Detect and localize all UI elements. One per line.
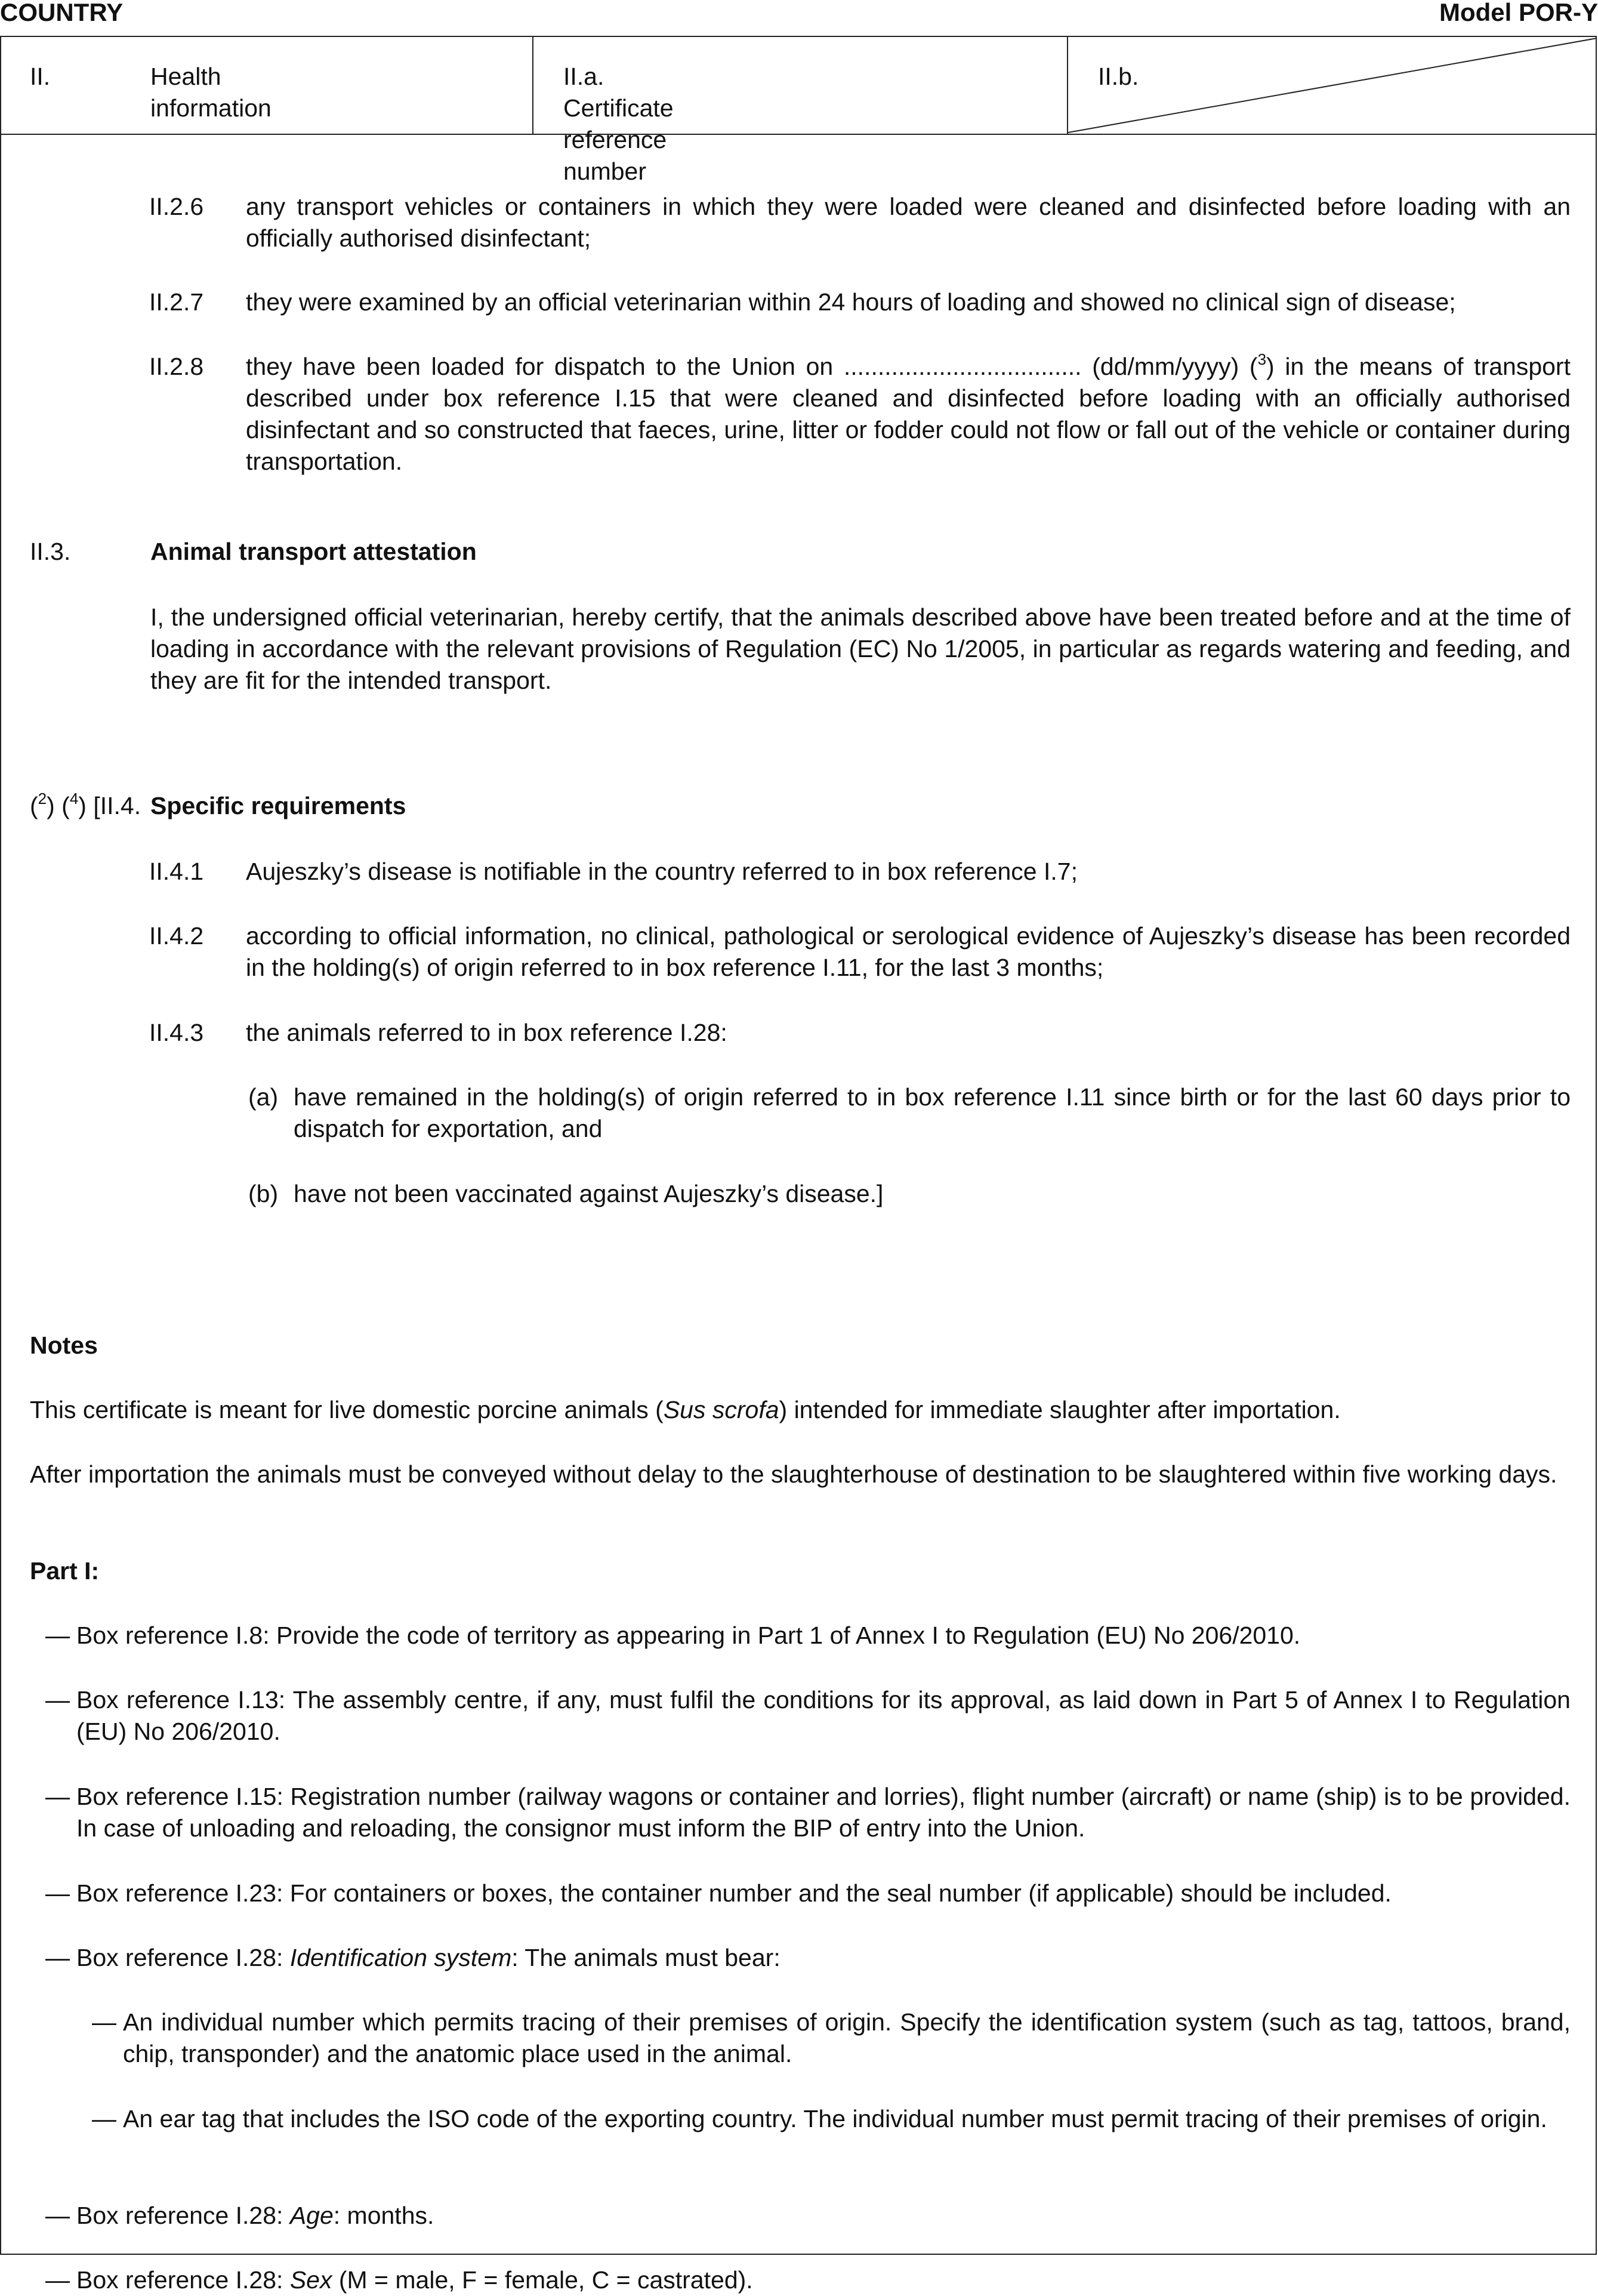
section-heading: Specific requirements [150,792,406,819]
note-subitem: An ear tag that includes the ISO code of the exporting country. The individual number must permit tracing of their premises of origin. [123,2105,1547,2132]
item-text: Aujeszky’s disease is notifiable in the country referred to in box reference I.7; [246,858,1078,885]
notes-heading: Notes [30,1332,98,1359]
note-item: Box reference I.28: Age: months. [76,2202,434,2229]
dash-bullet: — [45,1686,70,1713]
section-heading: Animal transport attestation [150,538,477,565]
item-text: according to official information, no clinical, pathological or serological evidence of Aujeszky’s disease has been recorded in the holding(s) of origin referred to in box reference I.11, for the last 3 months; [246,922,1571,981]
page-header [0,0,1598,29]
section-title: Health information [150,63,272,122]
item-number: II.4.2 [149,922,204,950]
dash-bullet: — [45,1622,70,1649]
note-item: Box reference I.28: Identification system: The animals must bear: [76,1944,781,1971]
notes-paragraph: After importation the animals must be conveyed without delay to the slaughterhouse of destination to be slaughtered within five working days. [30,1460,1557,1488]
dash-bullet: — [45,1944,70,1971]
diagonal-strike-line [1068,37,1597,134]
note-item: Box reference I.15: Registration number (railway wagons or container and lorries), flight number (aircraft) or name (ship) is to be provided. In case of unloading and reloading, the consignor must inform the BIP of entry into the Union. [76,1783,1571,1842]
item-text: the animals referred to in box reference I.28: [246,1019,727,1046]
note-item: Box reference I.28: Sex (M = male, F = female, C = castrated). [76,2266,753,2294]
section-number: II.3. [30,538,71,565]
attestation-text: I, the undersigned official veterinarian, hereby certify, that the animals described above have been treated before and at the time of loading in accordance with the relevant provisions of Regulation (EC) No 1/2005, in particular as regards watering and feeding, and they are fit for the intended transport. [150,603,1571,694]
item-text-ii28: they have been loaded for dispatch to the Union on ................................... (dd/mm/yyyy) ($^3$) in the means of transport described under box reference I.15 that were cleaned and disinfected before loading with an officially authorised disinfectant and so constructed that faeces, urine, litter or fodder could not flow or fall out of the vehicle or container during transportation. [246,350,1571,475]
table-header [1,37,1596,185]
subitem-label: (a) [248,1083,279,1111]
item-number: II.2.8 [149,353,204,380]
dash-bullet: — [45,2202,70,2229]
item-text: they were examined by an official veterinarian within 24 hours of loading and showed no clinical sign of disease; [246,288,1456,316]
reference-number-label: II.a. Certificate reference number [563,63,674,185]
note-item: Box reference I.8: Provide the code of territory as appearing in Part 1 of Annex I to Regulation (EU) No 206/2010. [76,1622,1301,1649]
subitem-text: have remained in the holding(s) of origin referred to in box reference I.11 since birth or for the last 60 days prior to dispatch for exportation, and [294,1083,1571,1142]
item-number: II.4.3 [149,1019,204,1046]
dash-bullet: — [92,2008,116,2036]
iib-label: II.b. [1098,63,1139,90]
certificate-frame [0,36,1597,2294]
notes-paragraph: This certificate is meant for live domestic porcine animals (Sus scrofa) intended for immediate slaughter after importation. [30,1396,1341,1423]
footnote-ref: 3 [1257,350,1267,369]
subitem-label: (b) [248,1180,279,1207]
item-number: II.2.6 [149,193,204,220]
item-number: II.2.7 [149,288,204,316]
model-label: Model POR-Y [1439,0,1598,26]
note-item: Box reference I.13: The assembly centre, if any, must fulfil the conditions for its approval, as laid down in Part 5 of Annex I to Regulation (EU) No 206/2010. [76,1686,1571,1745]
note-subitem: An individual number which permits tracing of their premises of origin. Specify the identification system (such as tag, tattoos, brand, chip, transponder) and the anatomic place used in the animal. [123,2008,1571,2067]
dash-bullet: — [45,2266,70,2294]
note-item: Box reference I.23: For containers or boxes, the container number and the seal number (if applicable) should be included. [76,1879,1392,1907]
part-heading: Part I: [30,1557,100,1585]
dash-bullet: — [45,1879,70,1907]
item-number: II.4.1 [149,858,204,885]
section-prefix: ($^2$) ($^4$) [II.4. [30,790,141,819]
dash-bullet: — [45,1783,70,1810]
dash-bullet: — [92,2105,116,2132]
section-number: II. [30,63,51,90]
subitem-text: have not been vaccinated against Aujeszky’s disease.] [294,1180,884,1207]
item-text: any transport vehicles or containers in which they were loaded were cleaned and disinfected before loading with an officially authorised disinfectant; [246,193,1571,252]
country-label: COUNTRY [0,0,124,26]
